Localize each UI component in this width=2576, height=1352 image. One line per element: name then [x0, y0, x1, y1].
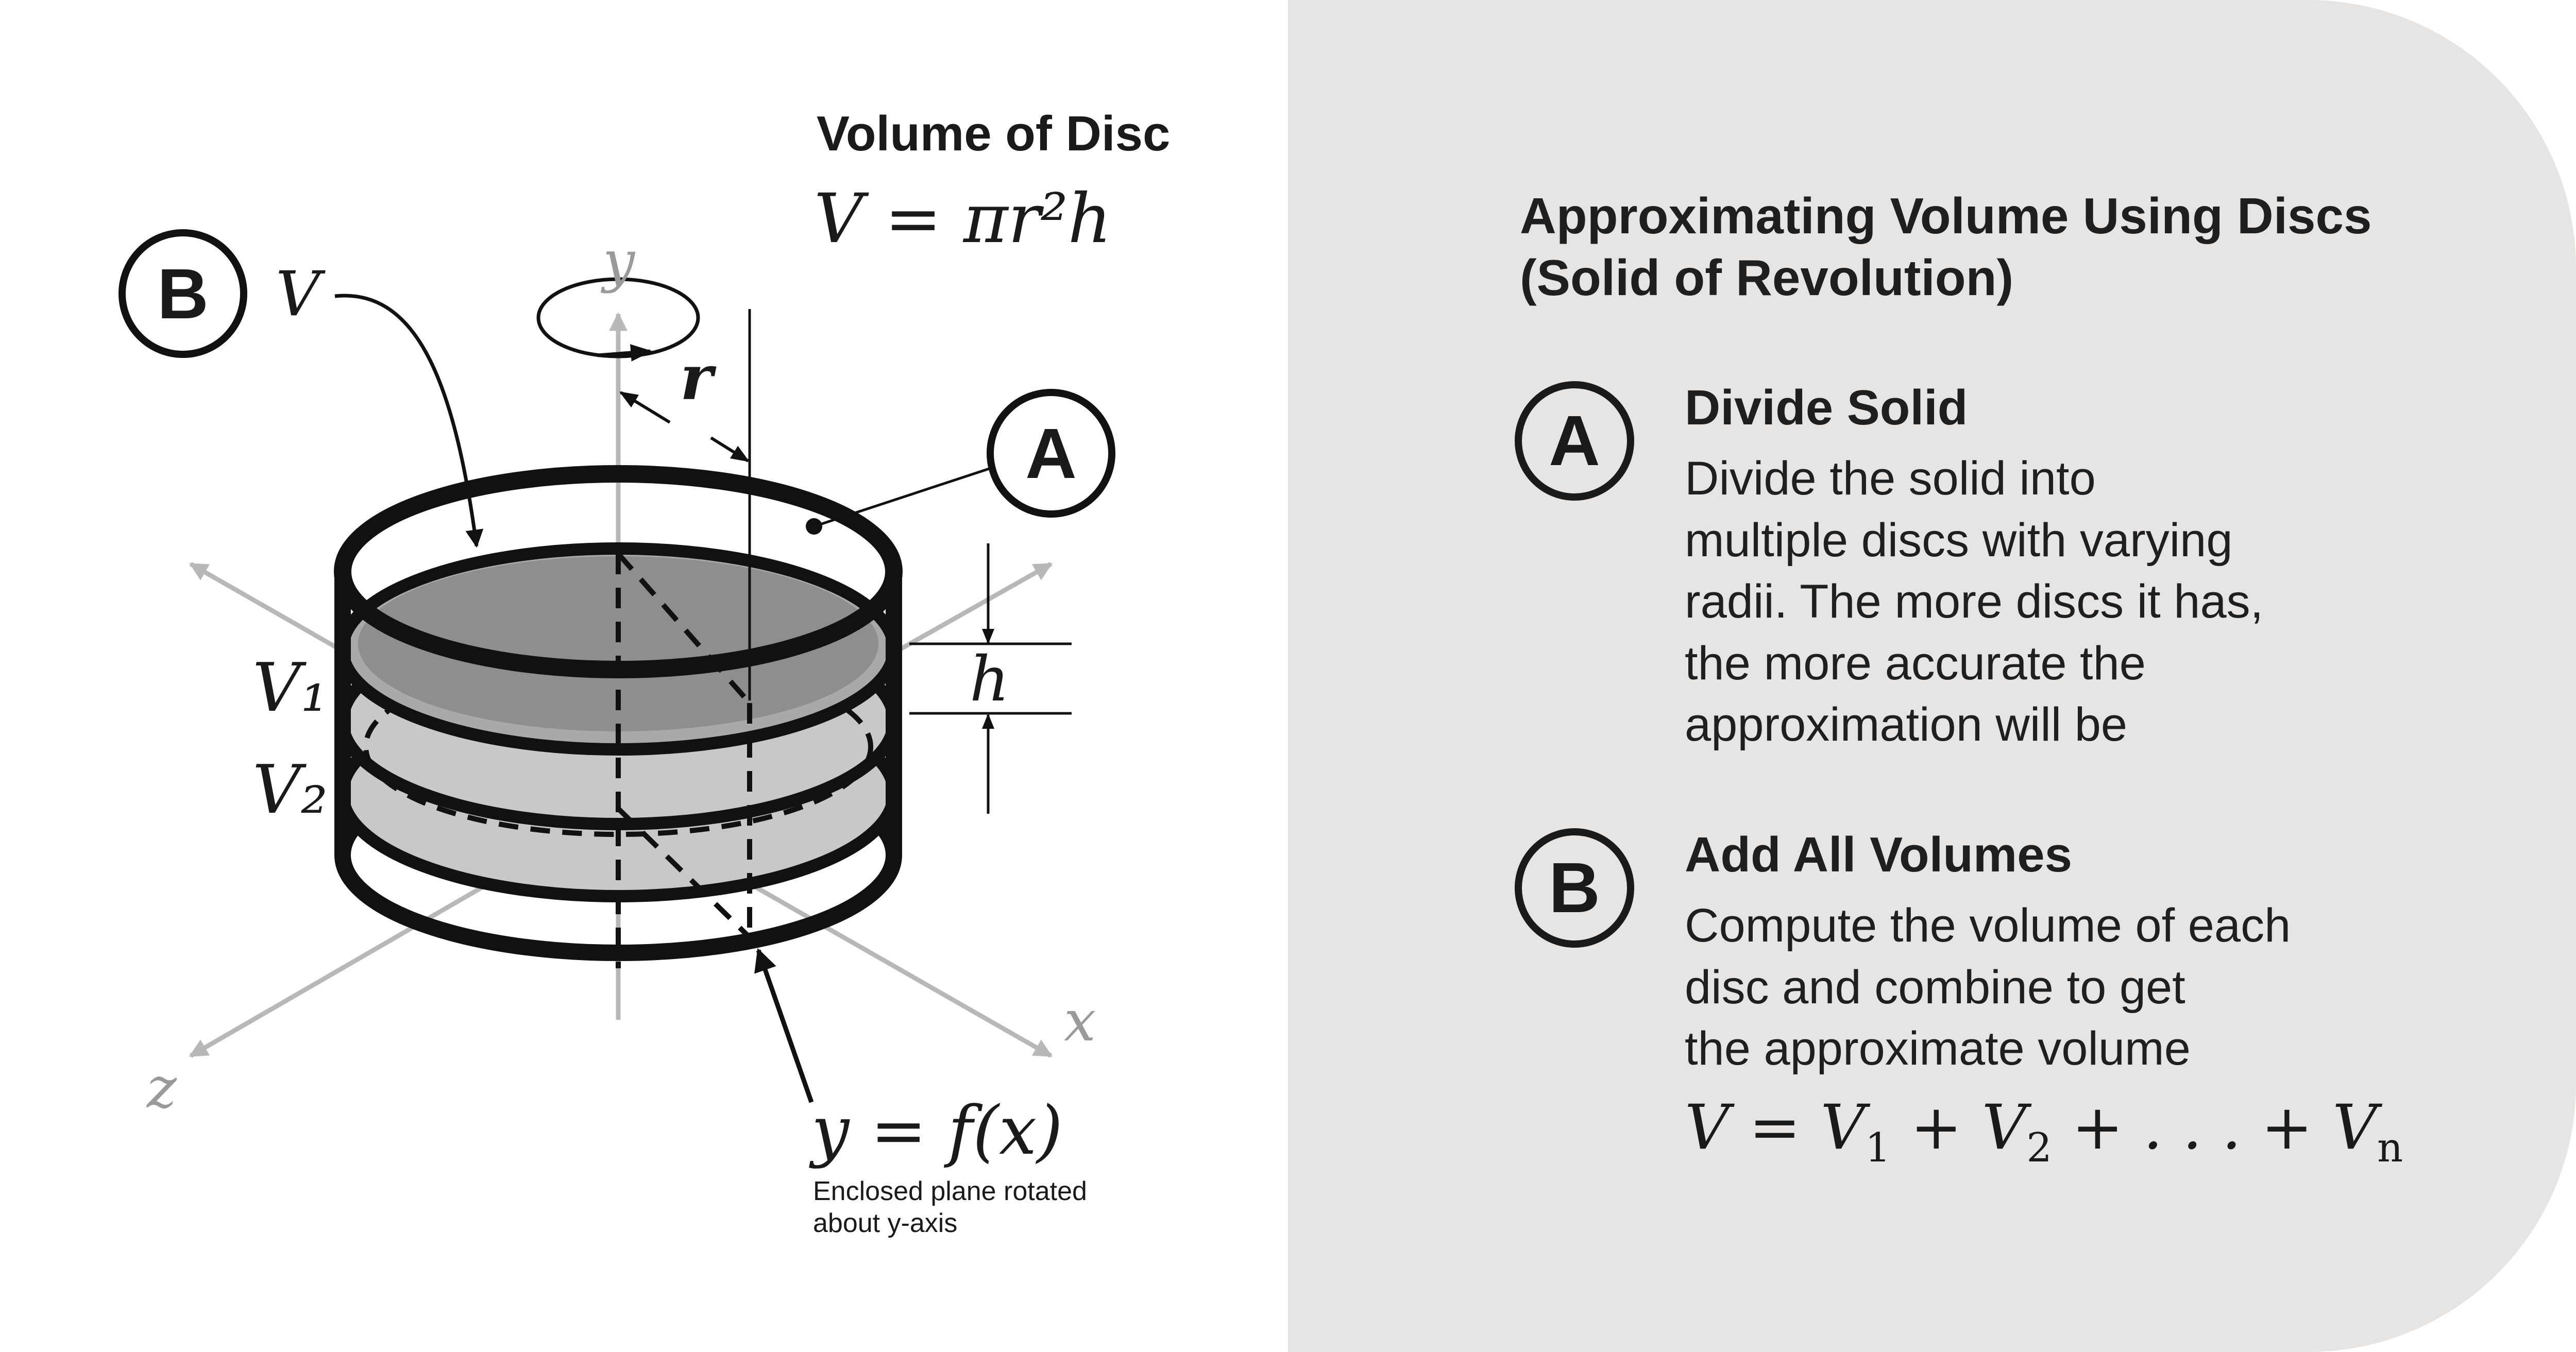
step-a-line: radii. The more discs it has,: [1685, 575, 2264, 628]
step-b-heading: Add All Volumes: [1685, 827, 2073, 882]
step-a-line: the more accurate the: [1685, 637, 2146, 690]
explanation-panel: [1288, 0, 2576, 1352]
step-a-line: Divide the solid into: [1685, 452, 2096, 505]
sum-sub-2: 2: [2026, 1125, 2052, 1171]
sum-sub-n: n: [2377, 1125, 2403, 1171]
step-b-body: [1685, 895, 2432, 1080]
caption-line2: about y-axis: [813, 1208, 958, 1238]
sum-formula: [1685, 1092, 2458, 1171]
panel-title: [1520, 185, 2499, 309]
step-a-line: multiple discs with varying: [1685, 514, 2233, 567]
step-a-heading: Divide Solid: [1685, 380, 1968, 435]
panel-title-line2: (Solid of Revolution): [1520, 249, 2014, 306]
disc-stack: [343, 474, 894, 953]
v2-label: V₂: [252, 750, 328, 829]
badge-a: [990, 392, 1112, 514]
axis-x-label: x: [1064, 988, 1096, 1054]
step-b-badge: B: [1515, 828, 1634, 948]
step-b-line: Compute the volume of each: [1685, 899, 2291, 952]
function-arrow: [758, 950, 811, 1102]
axis-z-label: z: [147, 1055, 177, 1121]
sum-lhs: V = V: [1685, 1092, 1866, 1163]
badge-a-leader: [814, 469, 989, 526]
step-b-line: the approximate volume: [1685, 1022, 2191, 1075]
step-a-body: [1685, 448, 2432, 756]
axis-y-label: y: [603, 228, 635, 294]
badge-a-leader-dot: [806, 518, 822, 535]
badge-b: [122, 233, 244, 354]
sum-sub-1: 1: [1865, 1125, 1891, 1171]
badge-b-label: B: [157, 254, 209, 334]
function-label: y = f(x): [811, 1091, 1063, 1170]
sum-plus-1: + V: [1890, 1092, 2027, 1163]
step-a-badge: A: [1515, 381, 1634, 501]
step-b-line: disc and combine to get: [1685, 961, 2185, 1014]
height-label: h: [970, 644, 1010, 715]
sum-rest: + . . . + V: [2052, 1092, 2377, 1163]
radius-label: r: [680, 341, 713, 414]
volume-label: V: [276, 259, 320, 330]
panel-title-line1: Approximating Volume Using Discs: [1520, 187, 2372, 244]
figure-title: Volume of Disc: [817, 106, 1171, 161]
v1-label: V₁: [252, 648, 328, 727]
step-a-line: approximation will be: [1685, 698, 2128, 751]
disc-volume-formula: V = πr²h: [814, 179, 1112, 259]
badge-a-label: A: [1025, 414, 1077, 493]
caption-line1: Enclosed plane rotated: [813, 1176, 1087, 1206]
